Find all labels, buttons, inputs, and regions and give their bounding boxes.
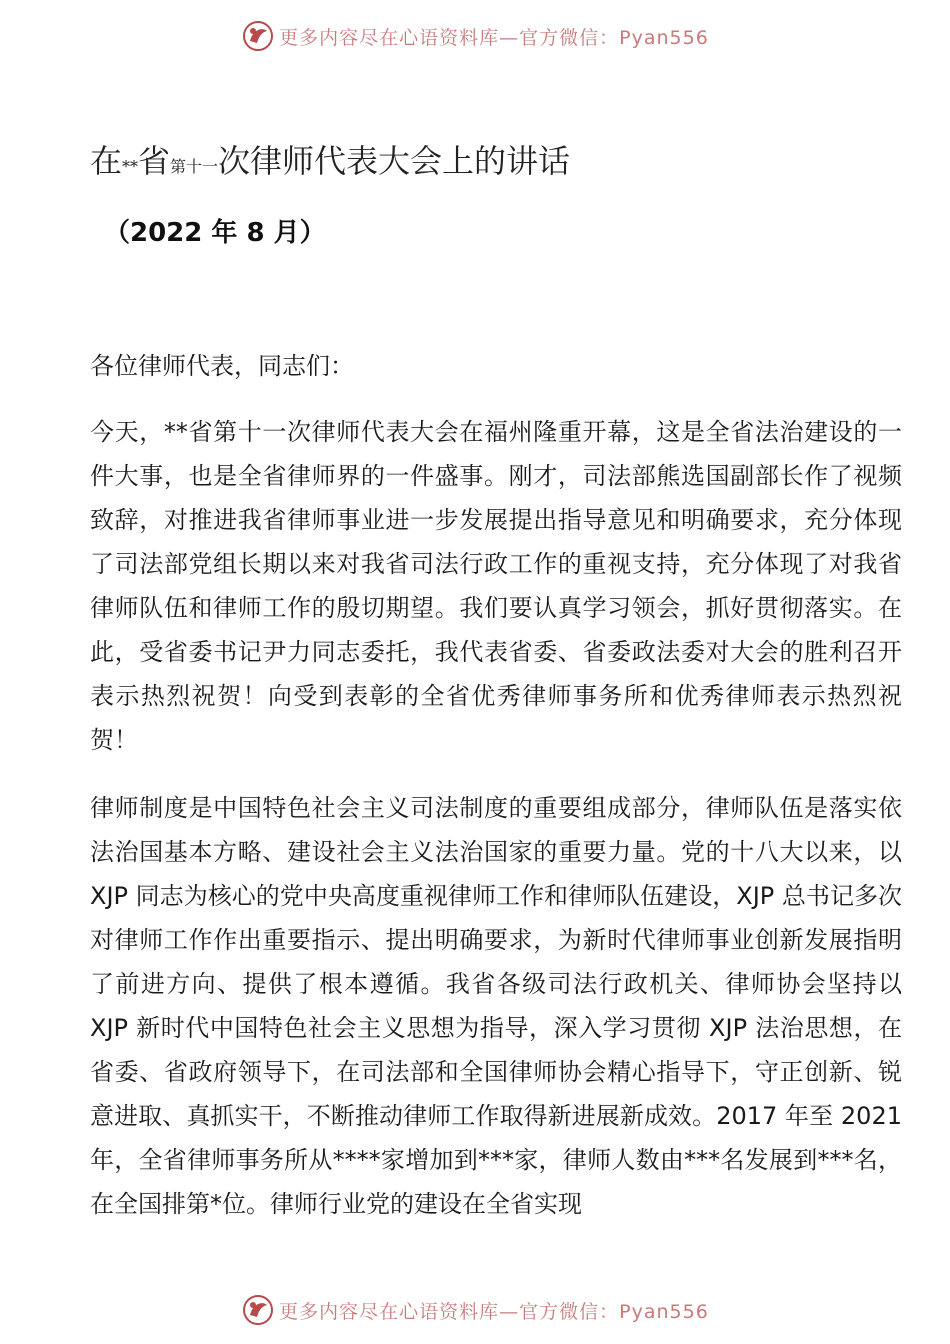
watermark-logo-icon [241,1293,275,1327]
greeting: 各位律师代表，同志们： [90,352,354,380]
watermark-text: 更多内容尽在心语资料库—官方微信：Pyan556 [279,26,709,49]
paragraph-2: 律师制度是中国特色社会主义司法制度的重要组成部分，律师队伍是落实依法治国基本方略、建设社会主义法治国家的重要力量。党的十八大以来，以 XJP 同志为核心的党中央高度重视律师工作和律师队伍建设，XJP 总书记多次对律师工作作出重要指示、提出明确要求，为新时代律师事业创新发展指明了前进方向、提供了根本遵循。我省各级司法行政机关、律师协会坚持以 XJP 新时代中国特色社会主义思想为指导，深入学习贯彻 XJP 法治思想，在省委、省政府领导下，在司法部和全国律师协会精心指导下，守正创新、锐意进取、真抓实干，不断推动律师工作取得新进展新成效。2017 年至 2021 年，全省律师事务所从****家增加到***家，律师人数由***名发展到***名，在全国排第*位。律师行业党的建设在全省实现 [90,794,902,1218]
paragraph-1: 今天，**省第十一次律师代表大会在福州隆重开幕，这是全省法治建设的一件大事，也是全省律师界的一件盛事。刚才，司法部熊选国副部长作了视频致辞，对推进我省律师事业进一步发展提出指导意见和明确要求，充分体现了司法部党组长期以来对我省司法行政工作的重视支持，充分体现了对我省律师队伍和律师工作的殷切期望。我们要认真学习领会，抓好贯彻落实。在此，受省委书记尹力同志委托，我代表省委、省委政法委对大会的胜利召开表示热烈祝贺！向受到表彰的全省优秀律师事务所和优秀律师表示热烈祝贺！ [90,418,902,754]
watermark-text: 更多内容尽在心语资料库—官方微信：Pyan556 [279,1300,709,1323]
document-date: （2022 年 8 月） [104,218,326,248]
header-watermark [0,16,950,56]
document-title: 在**省第十一次律师代表大会上的讲话 [90,142,571,180]
watermark-logo-icon [241,19,275,53]
footer-watermark [0,1290,950,1330]
